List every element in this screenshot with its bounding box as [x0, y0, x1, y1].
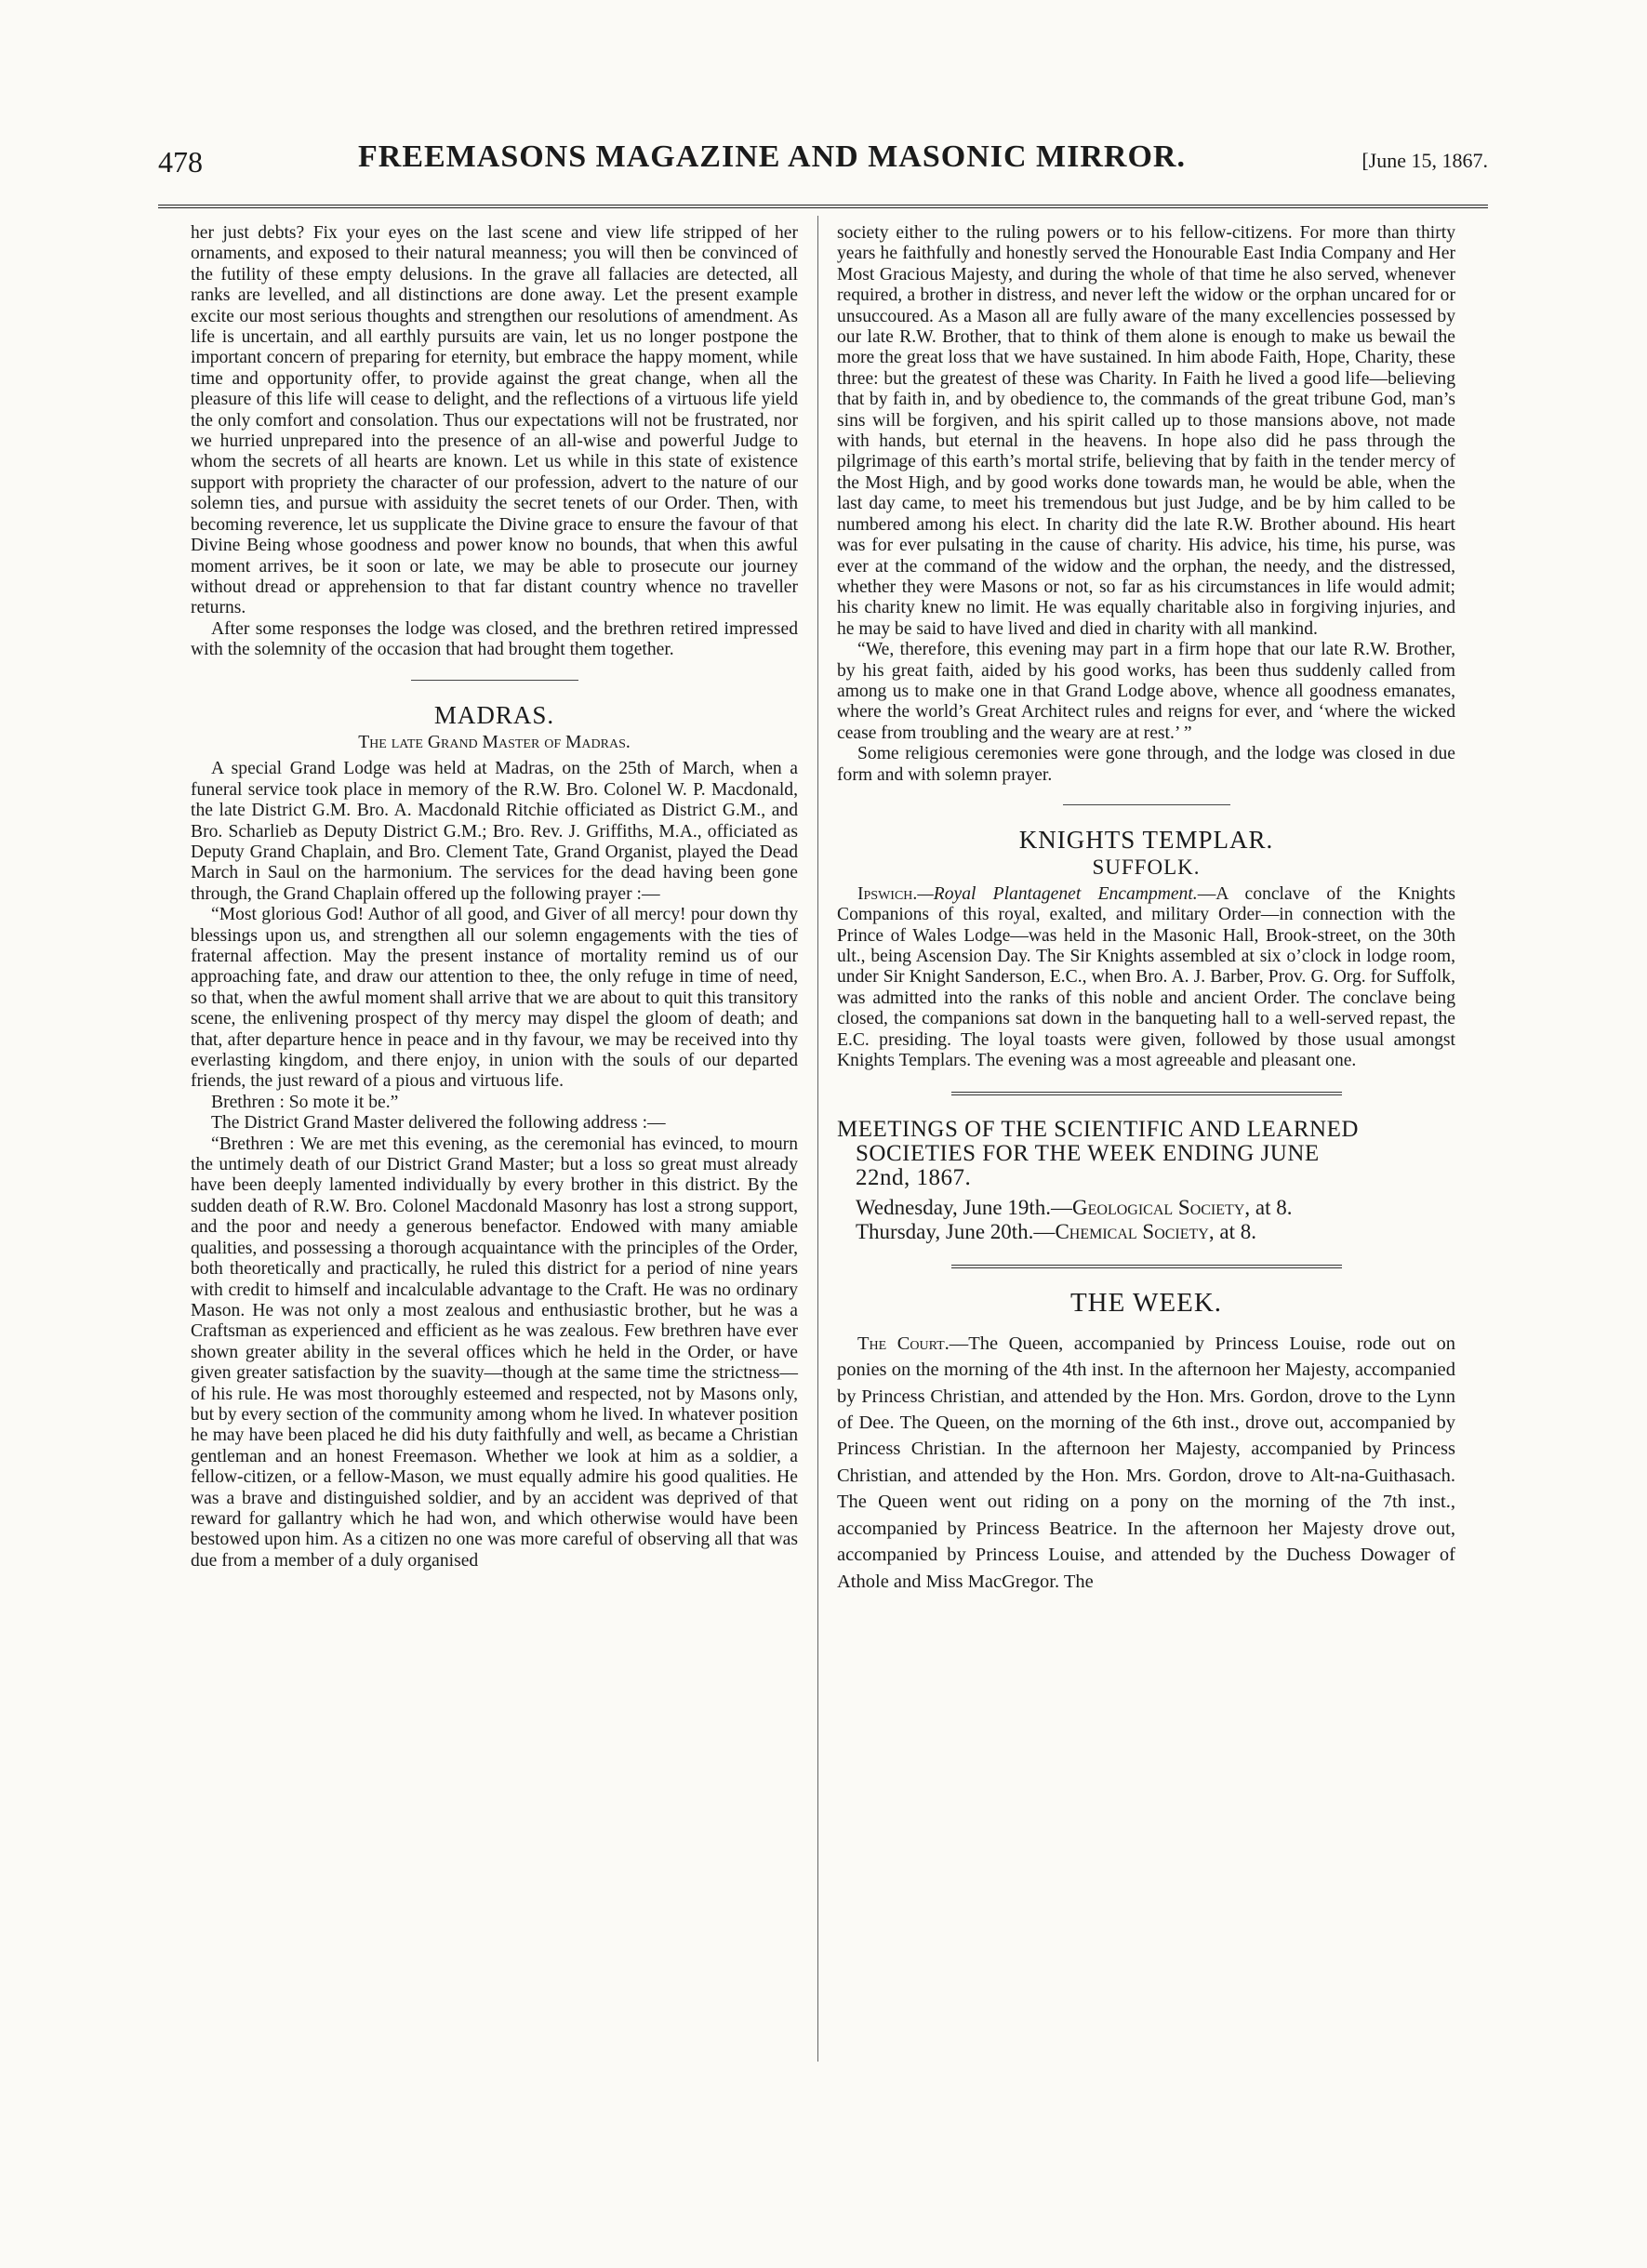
section-title-knights-templar: KNIGHTS TEMPLAR.: [1018, 825, 1274, 854]
place-name: Ipswich.: [857, 883, 918, 904]
society-name: Chemical Society: [1055, 1220, 1209, 1244]
article-paragraph: “Brethren : We are met this evening, as the ceremonial has evinced, to mourn the untimely death of our District Grand Master; but a loss so great must already have been deeply lamented individually by every brother in this district. By the sudden death of R.W. Bro. Colonel Macdonald Masonry has lost a strong support, and the poor and needy a generous benefactor. Endowed with many amiable qualities, and possessing a thorough acquaintance with the principles of the Order, both theoretically and practically, he ruled this district for a period of nine years with credit to himself and incalculable advantage to the Craft. He was no ordinary Mason. He was not only a most zealous and enthusiastic brother, but he was a Craftsman as experienced and efficient as he was zealous. Few brethren have ever shown greater ability in the several offices which he held in the Order, or have given greater satisfaction by the suavity—though at the same time the strictness—of his rule. He was most thoroughly esteemed and respected, not by Masons only, but by every section of the community among whom he lived. In whatever position he may have been placed he did his duty faithfully and well, as became a Christian gentleman and an honest Freemason. Whether we look at him as a soldier, a fellow-citizen, or a fellow-Mason, we must equally admire his good qualities. He was a brave and distinguished soldier, and by an accident was deprived of that reward for gallantry which he had won, and which otherwise would have been bestowed upon him. As a citizen no one was more careful of observing all that was due from a member of a duly organised: [191, 1134, 798, 1571]
section-title-madras: MADRAS.: [433, 700, 555, 729]
meetings-title-line: MEETINGS OF THE SCIENTIFIC AND LEARNED: [837, 1117, 1359, 1143]
left-column: [191, 223, 798, 1572]
article-paragraph: “Most glorious God! Author of all good, and Giver of all mercy! pour down thy blessings upon us, and strengthen all our solemn engagements with the ties of fraternal affection. May the present instance of mortality remind us of our approaching fate, and draw our attention to thee, the only refuge in time of need, so that, when the awful moment shall arrive that we are about to quit this transitory scene, the enlivening prospect of thy mercy may dispel the gloom of death; and that, after departure hence in peace and in thy favour, we may be received into thy everlasting kingdom, and there enjoy, in union with the souls of our departed friends, the just reward of a pious and virtuous life.: [191, 905, 798, 1092]
section-divider: [951, 1092, 1342, 1095]
section-title-meetings: [837, 1118, 1455, 1190]
page-number: 478: [158, 145, 203, 179]
meeting-date: Wednesday, June 19th.—: [856, 1196, 1072, 1220]
header-rule: [158, 205, 1488, 208]
page-header: [158, 139, 1488, 195]
encampment-name: —Royal Plantagenet Encampment.: [917, 883, 1198, 904]
article-text: —The Queen, accompanied by Princess Louise, rode out on ponies on the morning of the 4th inst. In the afternoon her Majesty, accompanied by Princess Christian, and attended by the Hon. Mrs. Gordon, drove to the Lynn of Dee. The Queen, on the morning of the 6th inst., drove out, accompanied by Princess Christian. In the afternoon her Majesty, accompanied by Princess Christian, and attended by the Hon. Mrs. Gordon, drove to Alt-na-Guithasach. The Queen went out riding on a pony on the morning of the 7th inst., accompanied by Princess Beatrice. In the afternoon her Majesty drove out, accompanied by Princess Louise, and attended by the Duchess Dowager of Athole and Miss MacGregor. The: [837, 1333, 1455, 1592]
column-divider: [817, 216, 818, 2062]
article-paragraph: Brethren : So mote it be.”: [211, 1092, 399, 1112]
section-divider: [951, 1265, 1342, 1268]
article-paragraph: society either to the ruling powers or to his fellow-citizens. For more than thirty years he faithfully and honestly served the Honourable East India Company and Her Most Gracious Majesty, and during the whole of that time he also served, whenever required, a brother in distress, and never left the widow or the orphan uncared for or unsuccoured. As a Mason all are fully aware of the many excellencies possessed by our late R.W. Brother, that to think of them alone is enough to make us bewail the more the great loss that we have sustained. In him abode Faith, Hope, Charity, these three: but the greatest of these was Charity. In Faith he lived a good life—believing that by faith in, and by obedience to, the commands of the great tribune God, man’s sins will be forgiven, and his spirit called up to those mansions above, not made with hands, but eternal in the heavens. In hope also did he pass through the pilgrimage of this earth’s mortal strife, believing that by faith in the tender mercy of the Most High, and by good works done towards man, he would be able, when the last day came, to meet his tremendous but just Judge, and be by him called to be numbered among his elect. In charity did the late R.W. Brother abound. His heart was for ever pulsating in the cause of charity. His advice, his time, his purse, was ever at the command of the widow and the orphan, the needy, and the distressed, whether they were Masons or not, so far as his circumstances in life would admit; his charity knew no limit. He was equally charitable also in forgiving injuries, and he may be said to have lived and died in charity with all mankind.: [837, 223, 1455, 639]
meeting-entry: [837, 1220, 1455, 1244]
article-paragraph: her just debts? Fix your eyes on the last scene and view life stripped of her ornaments, and exposed to their natural meanness; you will then be convinced of the futility of these empty delusions. In the grave all fallacies are detected, all ranks are levelled, and all distinctions are done away. Let the present example excite our most serious thoughts and strengthen our resolutions of amendment. As life is uncertain, and all earthly pursuits are vain, let us no longer postpone the important concern of preparing for eternity, but embrace the happy moment, while time and opportunity offer, to provide against the great change, when all the pleasure of this life will cease to delight, and the reflections of a virtuous life yield the only comfort and consolation. Thus our expectations will not be frustrated, nor we hurried unprepared into the presence of an all-wise and powerful Judge to whom the secrets of all hearts are known. Let us while in this state of existence support with propriety the character of our profession, advert to the nature of our solemn ties, and pursue with assiduity the secret tenets of our Order. Then, with becoming reverence, let us supplicate the Divine grace to ensure the favour of that Divine Being whose goodness and power know no bounds, that when this awful moment arrives, be it soon or late, we may be able to prosecute our journey without dread or apprehension to that far distant country whence no traveller returns.: [191, 223, 798, 618]
week-article: [837, 1331, 1455, 1595]
section-subheading: SUFFOLK.: [1092, 855, 1201, 880]
meetings-title-line: SOCIETIES FOR THE WEEK ENDING JUNE: [856, 1141, 1320, 1167]
section-divider: [1063, 804, 1230, 805]
issue-date: [June 15, 1867.: [1361, 149, 1488, 172]
article-paragraph: Some religious ceremonies were gone through, and the lodge was closed in due form and with solemn prayer.: [837, 744, 1455, 785]
article-paragraph: A special Grand Lodge was held at Madras, on the 25th of March, when a funeral service took place in memory of the R.W. Bro. Colonel W. P. Macdonald, the late District G.M. Bro. A. Macdonald Ritchie officiated as District G.M., and Bro. Scharlieb as Deputy District G.M.; Bro. Rev. J. Griffiths, M.A., officiated as Deputy Grand Chaplain, and Bro. Clement Tate, Grand Organist, played the Dead March in Saul on the harmonium. The services for the dead having been gone through, the Grand Chaplain offered up the following prayer :—: [191, 759, 798, 904]
society-name: Geological Society: [1072, 1196, 1245, 1220]
meetings-title-line: 22nd, 1867.: [856, 1165, 972, 1191]
section-title-the-week: THE WEEK.: [1069, 1288, 1223, 1319]
meeting-date: Thursday, June 20th.—: [856, 1220, 1056, 1244]
article-paragraph: [837, 884, 1455, 1072]
article-paragraph: “We, therefore, this evening may part in a firm hope that our late R.W. Brother, by his great faith, aided by his good works, has been thus suddenly called from among us to make one in that Grand Lodge above, whence all goodness emanates, where the world’s Great Architect rules and reigns for ever, and ‘where the wicked cease from troubling and the weary are at rest.’ ”: [837, 640, 1455, 743]
meeting-time: , at 8.: [1244, 1196, 1293, 1220]
section-subheading: The late Grand Master of Madras.: [358, 732, 631, 752]
article-paragraph: The District Grand Master delivered the following address :—: [211, 1113, 666, 1134]
article-text: —A conclave of the Knights Companions of this royal, exalted, and military Order—in connection with the Prince of Wales Lodge—was held in the Masonic Hall, Brook-street, on the 30th ult., being Ascension Day. The Sir Knights assembled at six o’clock in lodge room, under Sir Knight Sanderson, E.C., when Bro. A. J. Barber, Prov. G. Org. for Suffolk, was admitted into the ranks of this noble and ancient Order. The conclave being closed, the companions sat down in the banqueting hall to a well-served repast, the E.C. presiding. The loyal toasts were given, followed by those usual amongst Knights Templars. The evening was a most agreeable and pleasant one.: [837, 883, 1455, 1071]
right-column: [837, 223, 1455, 1595]
article-paragraph: [837, 1331, 1455, 1595]
section-divider: [411, 680, 578, 681]
article-paragraph: After some responses the lodge was closed, and the brethren retired impressed with the solemnity of the occasion that had brought them together.: [191, 618, 798, 660]
paragraph-lead: The Court.: [857, 1333, 950, 1354]
magazine-title: FREEMASONS MAGAZINE AND MASONIC MIRROR.: [358, 139, 1186, 174]
meeting-entry: [837, 1196, 1455, 1220]
meeting-time: , at 8.: [1208, 1220, 1256, 1244]
